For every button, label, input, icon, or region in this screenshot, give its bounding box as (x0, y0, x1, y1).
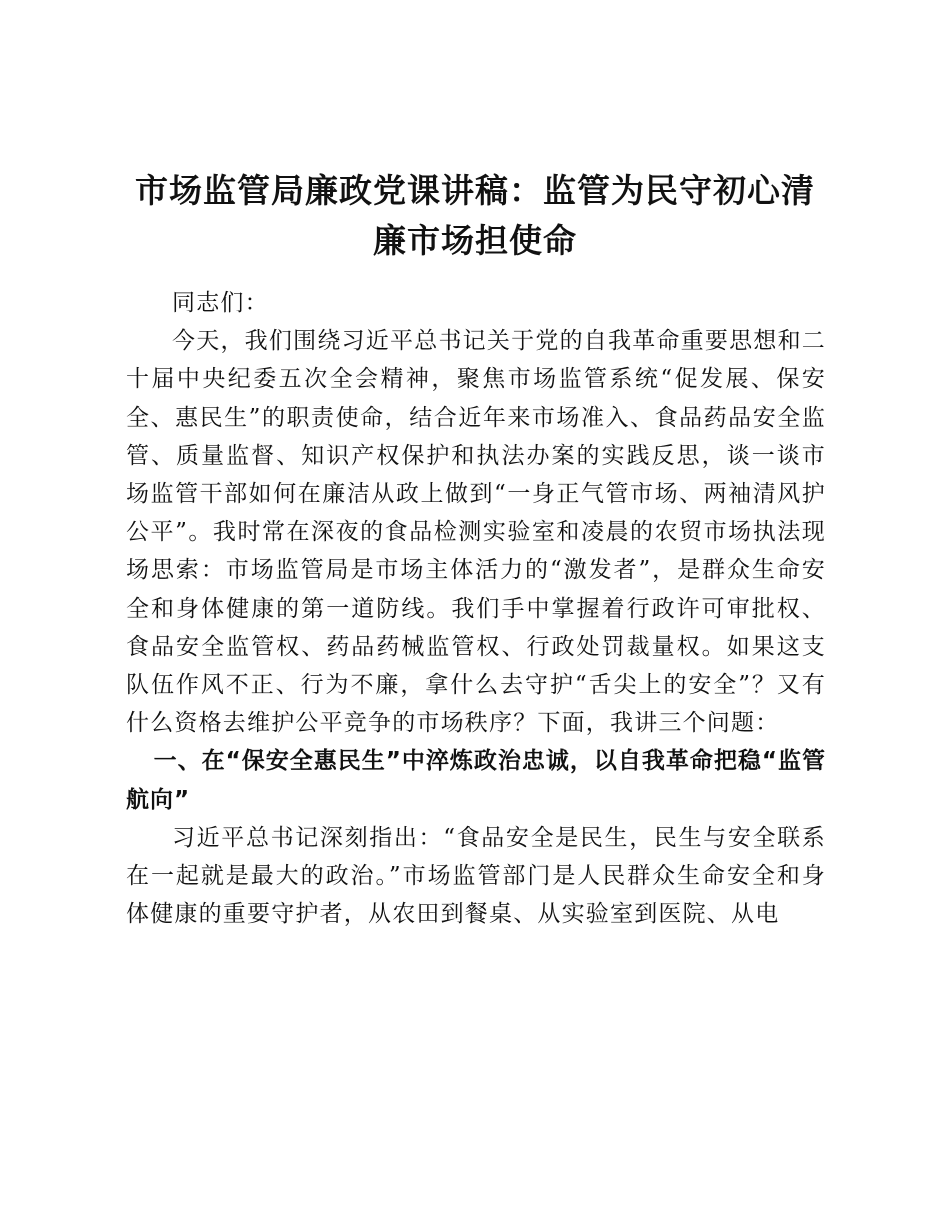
section-heading: 一、在“保安全惠民生”中淬炼政治忠诚，以自我革命把稳“监管航向” (126, 748, 826, 813)
document-title: 市场监管局廉政党课讲稿：监管为民守初心清廉市场担使命 (135, 171, 815, 260)
document-body (126, 284, 826, 933)
salutation: 同志们： (172, 290, 269, 316)
body-paragraph: 今天，我们围绕习近平总书记关于党的自我革命重要思想和二十届中央纪委五次全会精神，聚焦市场监管系统“促发展、保安全、惠民生”的职责使命，结合近年来市场准入、食品药品安全监管、质量监督、知识产权保护和执法办案的实践反思，谈一谈市场监管干部如何在廉洁从政上做到“一身正气管市场、两袖清风护公平”。我时常在深夜的食品检测实验室和凌晨的农贸市场执法现场思索：市场监管局是市场主体活力的“激发者”，是群众生命安全和身体健康的第一道防线。我们手中掌握着行政许可审批权、食品安全监管权、药品药械监管权、行政处罚裁量权。如果这支队伍作风不正、行为不廉，拿什么去守护“舌尖上的安全”？又有什么资格去维护公平竞争的市场秩序？下面，我讲三个问题： (126, 328, 826, 737)
body-paragraph: 习近平总书记深刻指出：“食品安全是民生，民生与安全联系在一起就是最大的政治。”市场监管部门是人民群众生命安全和身体健康的重要守护者，从农田到餐桌、从实验室到医院、从电 (126, 824, 826, 928)
